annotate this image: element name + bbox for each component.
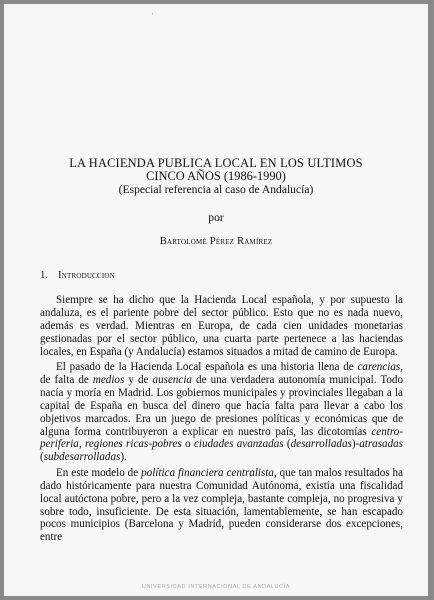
emphasis-text: desarrolladas — [290, 438, 352, 451]
section-heading — [40, 270, 115, 281]
body-text-run: o — [181, 438, 194, 451]
emphasis-text: atrasadas — [359, 438, 403, 451]
emphasis-text: política financiera centralista — [141, 466, 274, 479]
article-body — [40, 294, 403, 547]
emphasis-text: centro-periferia — [40, 425, 403, 451]
body-text-run: ). — [120, 451, 127, 464]
body-text-run: , — [78, 438, 85, 451]
paragraph-1 — [40, 294, 403, 359]
scan-mark: ' — [152, 12, 154, 20]
body-text-run: El pasado de la Hacienda Local española es una historia llena de — [56, 361, 358, 374]
body-text-run: En este modelo de — [56, 466, 142, 479]
body-text-run: ( — [40, 451, 44, 464]
emphasis-text: regiones ricas-pobres — [84, 438, 182, 451]
section-number: 1. — [40, 270, 48, 281]
emphasis-text: ciudades avanzadas — [193, 438, 284, 451]
article-title — [4, 157, 428, 196]
emphasis-text: subdesarrolladas — [43, 451, 121, 464]
title-line-1: LA HACIENDA PUBLICA LOCAL EN LOS ULTIMOS — [69, 156, 363, 170]
section-name: Introduccion — [58, 270, 115, 281]
document-page — [4, 4, 428, 596]
paragraph-2 — [40, 361, 403, 464]
body-text-run: de una verdadera autonomía municipal. Todo nacía y moría en Madrid. Los gobiernos municipales y provinciales llegaban a la capital de España en busca del dinero que hacía falta para llevar a cabo los objetivos marcados. Era un juego de presiones políticas y económicas que de alguna forma contribuyeron a explicar en nuestro país, las dicotomías — [40, 373, 404, 438]
body-text-run: )- — [351, 438, 360, 451]
body-text-run: , que tan malos resultados ha dado históricamente para nuestra Comunidad Autónoma, existía una fiscalidad local autóctona pobre, pero a la vez compleja, bastante compleja, no progresiva y sobre todo, insuficiente. De esta situación, lamentablemente, se han escapado pocos municipios (Barcelona y Madrid, pueden considerarse dos excepciones, entre — [40, 466, 403, 544]
paragraph-3 — [40, 467, 403, 544]
page-footer: UNIVERSIDAD INTERNACIONAL DE ANDALUCÍA — [141, 584, 291, 590]
emphasis-text: medios — [92, 373, 125, 386]
emphasis-text: ausencia — [152, 373, 192, 386]
body-text-run: Siempre se ha dicho que la Hacienda Local española, y por supuesto la andaluza, es el pariente pobre del sector público. Esto que no es nada nuevo, además es verdad. Mientras en Europa, de cada cien unidades monetarias gestionadas por el sector público, una cuarta parte pertenece a las haciendas locales, en España (y Andalucía) estamos situados a mitad de camino de Europa. — [40, 294, 403, 358]
title-subtitle: (Especial referencia al caso de Andalucía) — [118, 183, 314, 196]
body-text-run: , de falta de — [40, 361, 403, 386]
body-text-run: ( — [283, 438, 291, 451]
emphasis-text: carencias — [357, 361, 401, 374]
author-name: Bartolomé Pérez Ramírez — [159, 236, 273, 247]
body-text-run: y de — [124, 373, 153, 386]
title-line-2: CINCO AÑOS (1986-1990) — [146, 169, 286, 183]
byline: por — [208, 211, 224, 224]
